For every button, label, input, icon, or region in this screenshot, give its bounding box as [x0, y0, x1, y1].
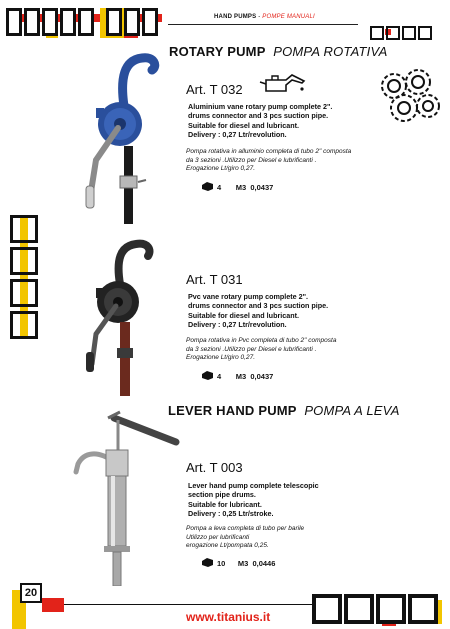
product-art-number: Art. T 032 — [186, 82, 243, 97]
packaging-info: 4 M3 0,0437 — [202, 371, 273, 381]
box-icon — [202, 558, 213, 567]
footer-red-block — [42, 598, 64, 612]
product-description-en: Pvc vane rotary pump complete 2". drums connector and 3 pcs suction pipe. Suitable for diesel and lubricant. Delivery : 0,27 Ltr/revolution. — [188, 292, 329, 330]
product-art-number: Art. T 003 — [186, 460, 243, 475]
footer-decor-boxes — [312, 594, 442, 626]
section-title-rotary: ROTARY PUMP POMPA ROTATIVA — [169, 44, 388, 59]
section-title-lever: LEVER HAND PUMP POMPA A LEVA — [168, 403, 400, 418]
product-description-it: Pompa rotativa in alluminio completa di tubo 2" composta da 3 sezioni .Utilizzo per Diesel e lubrificanti . Erogazione Lt/giro 0,27. — [186, 148, 352, 173]
website-url[interactable]: www.titanius.it — [186, 610, 271, 624]
packaging-info: 4 M3 0,0437 — [202, 182, 273, 192]
product-description-en: Lever hand pump complete telescopic section pipe drums. Suitable for lubricant. Delivery : 0,25 Ltr/stroke. — [188, 481, 319, 519]
box-icon — [202, 371, 213, 380]
gears-icon — [376, 66, 446, 136]
product-description-it: Pompa a leva completa di tubo per barile Utilizzo per lubrificanti erogazione Lt/pompata 0,25. — [186, 525, 305, 550]
oil-can-icon — [258, 72, 306, 94]
page-category: HAND PUMPS - POMPE MANUALI — [214, 14, 315, 20]
rotary-pump-blue-image — [72, 48, 162, 224]
footer-rule — [64, 604, 314, 605]
header-rule — [168, 24, 358, 25]
page-number: 20 — [20, 583, 42, 603]
product-description-en: Aluminium vane rotary pump complete 2". drums connector and 3 pcs suction pipe. Suitable for diesel and lubricant. Delivery : 0,27 Ltr/revolution. — [188, 102, 333, 140]
brand-logo-strip — [6, 8, 162, 38]
lever-pump-image — [68, 410, 180, 586]
side-decor-boxes — [10, 215, 38, 339]
box-icon — [202, 182, 213, 191]
product-art-number: Art. T 031 — [186, 272, 243, 287]
rotary-pump-pvc-image — [70, 236, 160, 396]
packaging-info: 10 M3 0,0446 — [202, 558, 275, 568]
product-description-it: Pompa rotativa in Pvc completa di tubo 2" composta da 3 sezioni .Utilizzo per Diesel e lubrificanti . Erogazione Lt/giro 0,27. — [186, 337, 337, 362]
